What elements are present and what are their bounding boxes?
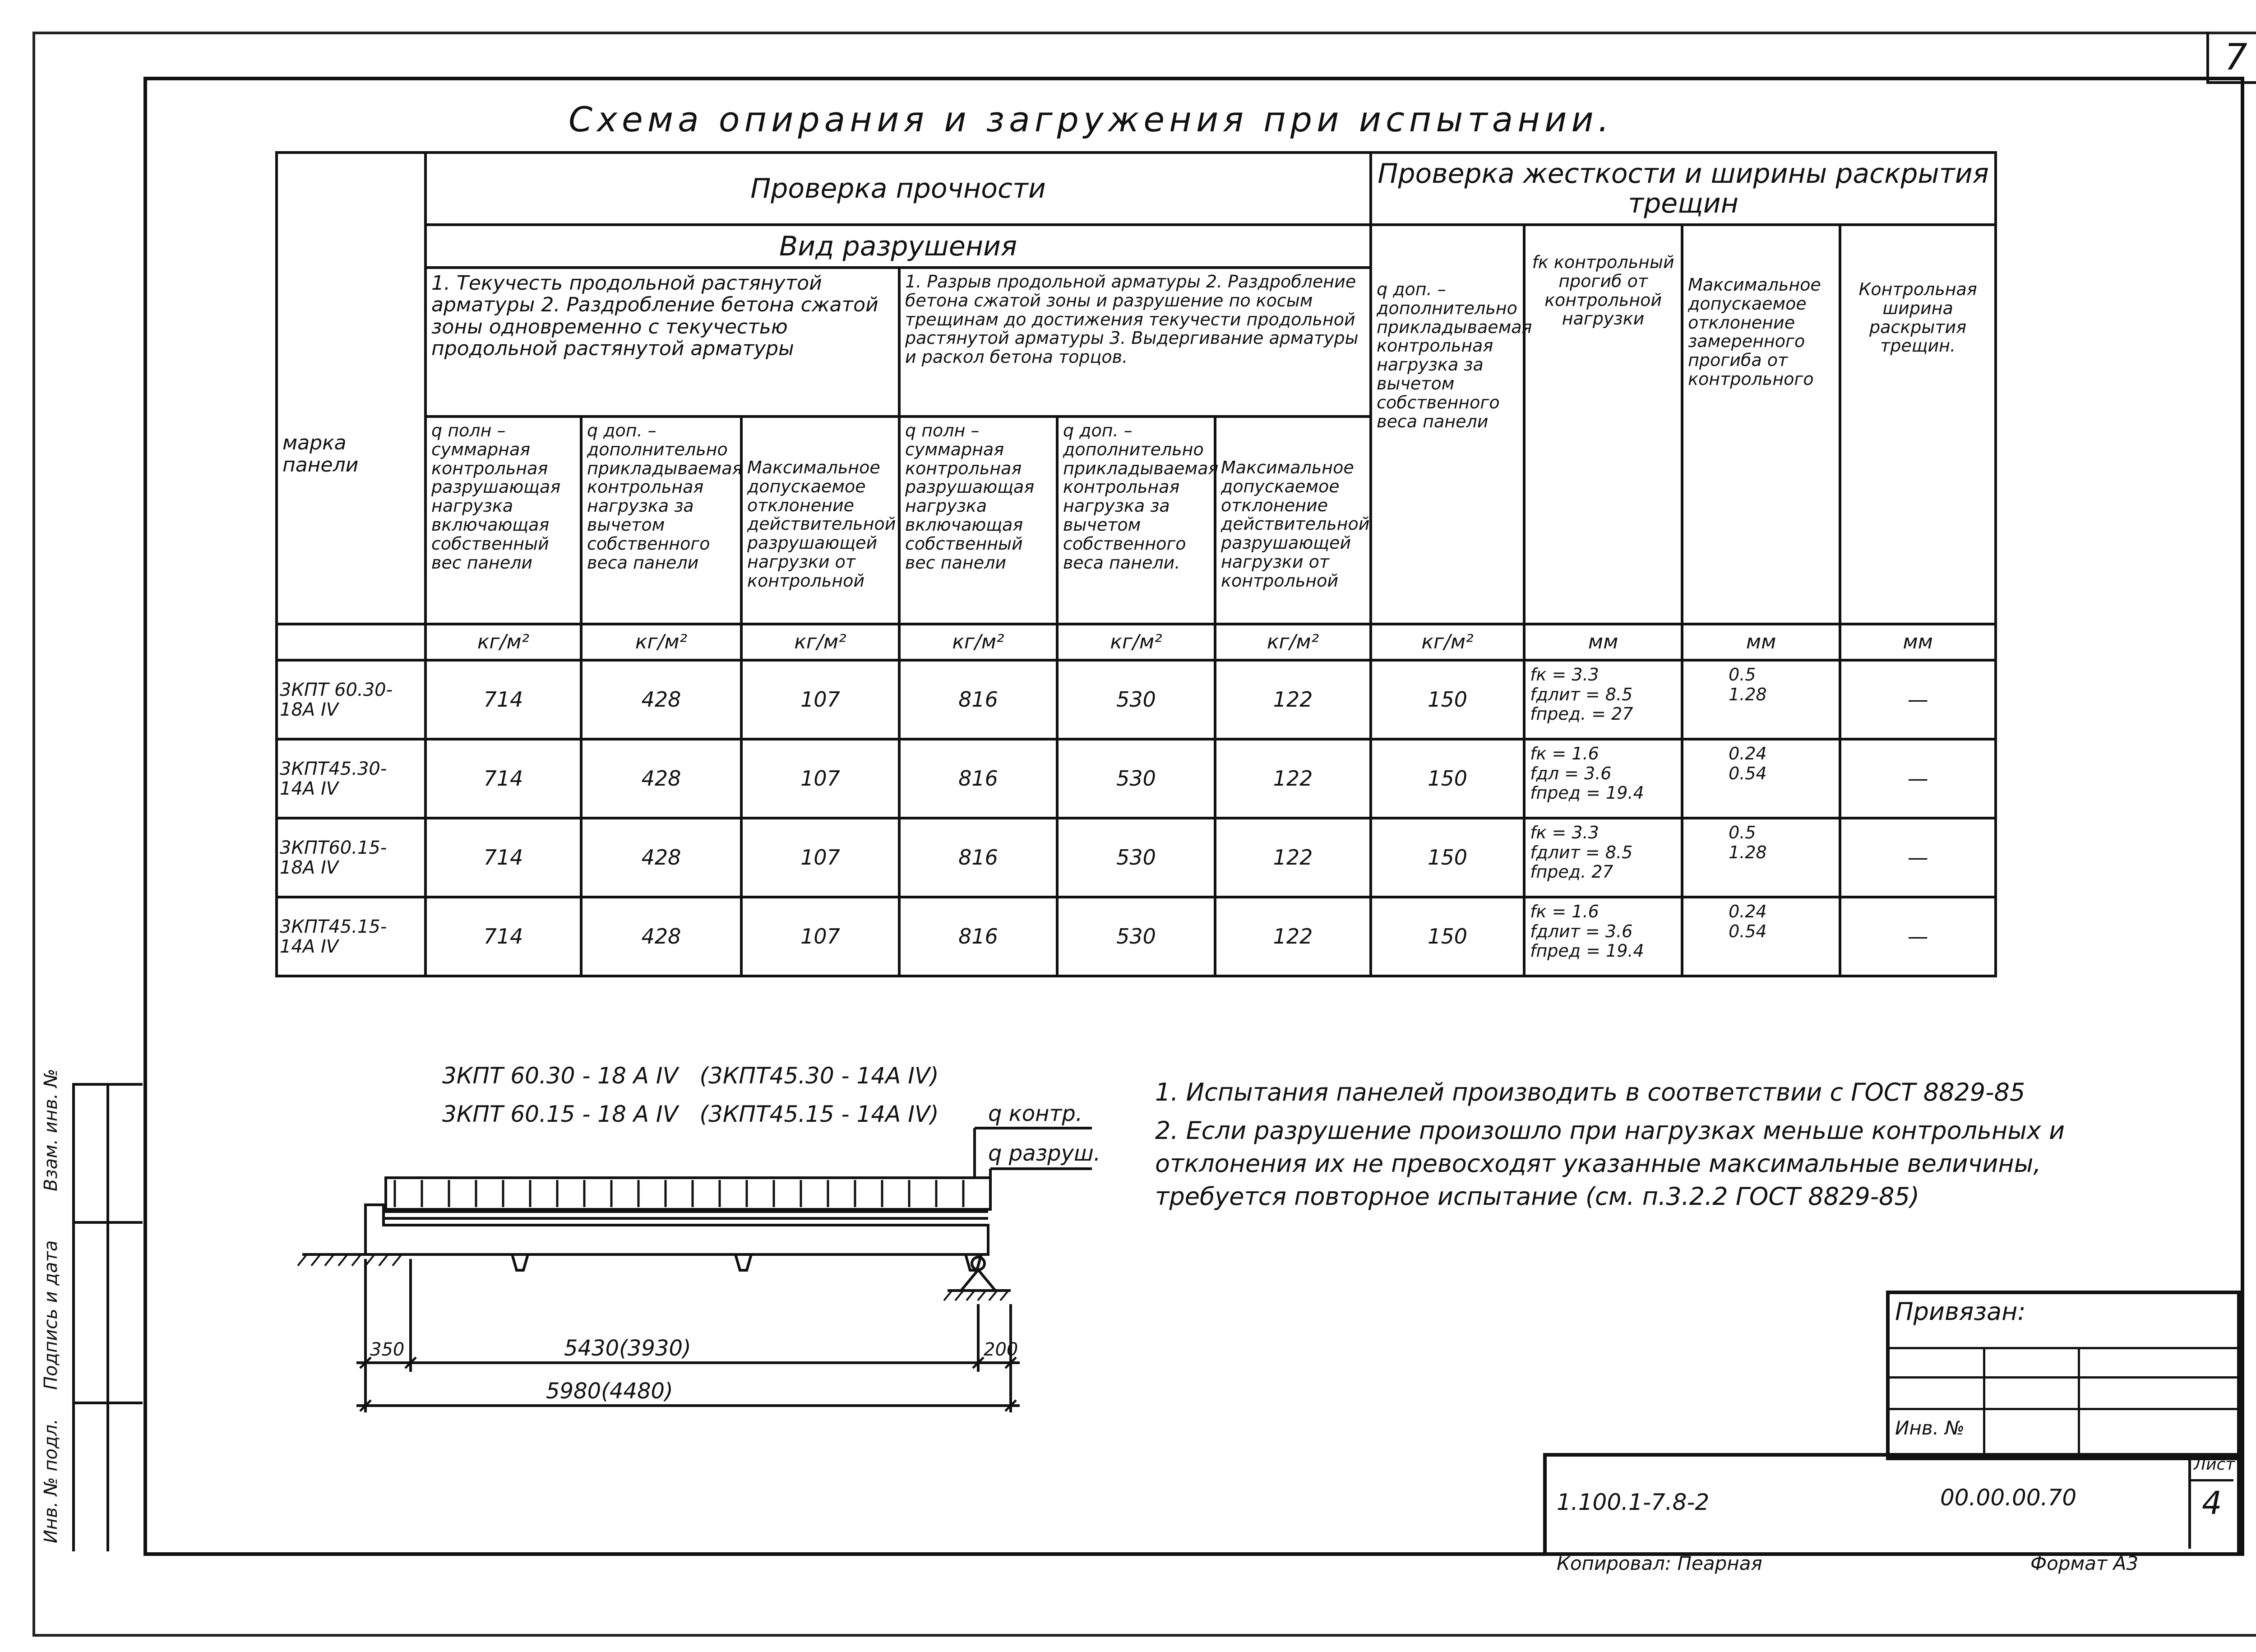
row-value: 150: [1371, 897, 1524, 976]
fk-line: fк = 1.6: [1530, 902, 1599, 921]
row-value: 530: [1057, 739, 1215, 818]
unit-cell: кг/м²: [581, 624, 741, 660]
dev-line: 0.24: [1729, 902, 1767, 921]
fk-line: fдл = 3.6: [1530, 763, 1612, 783]
dev-line: 1.28: [1729, 842, 1767, 862]
header-failure-type: Вид разрушения: [425, 225, 1371, 268]
fk-line: fк = 3.3: [1530, 665, 1599, 685]
row-value: 428: [581, 897, 741, 976]
failure-group-2: 1. Разрыв продольной арматуры 2. Раздробление бетона сжатой зоны и разрушение по косым трещинам до достижения текучести продольной растянутой арматуры 3. Выдергивание арматуры и раскол бетона торцов.: [899, 268, 1371, 416]
side-stamp-column: [72, 1083, 143, 1551]
binding-label: Привязан:: [1895, 1297, 2026, 1326]
row-mark: 3КПТ60.15-18А IV: [277, 818, 425, 897]
row-dev: [1682, 897, 1840, 976]
row-value: 816: [899, 739, 1057, 818]
header-q-full-2: q полн – суммарная контрольная разрушающая нагрузка включающая собственный вес панели: [899, 416, 1057, 624]
row-value: 150: [1371, 739, 1524, 818]
table-row: [277, 818, 1996, 897]
row-fk: [1524, 818, 1682, 897]
row-value: 122: [1215, 739, 1371, 818]
row-value: 428: [581, 818, 741, 897]
unit-cell: мм: [1524, 624, 1682, 660]
diagram-label-1: 3КПТ 60.30 - 18 А IV (3КПТ45.30 - 14А IV): [442, 1063, 939, 1089]
dev-line: 0.24: [1729, 744, 1767, 764]
document-number: 00.00.00.70: [1940, 1485, 2077, 1511]
sheet-number: 4: [2202, 1485, 2222, 1522]
row-mark: 3КПТ45.15-14А IV: [277, 897, 425, 976]
header-max-dev-2: Максимальное допускаемое отклонение действительной разрушающей нагрузки от контрольной: [1215, 416, 1371, 624]
page-title: Схема опирания и загружения при испытании.: [569, 99, 1613, 139]
header-q-full-1: q полн – суммарная контрольная разрушающая нагрузка включающая собственный вес панели: [425, 416, 581, 624]
row-value: 107: [741, 739, 899, 818]
row-value: 122: [1215, 818, 1371, 897]
side-stamp-signature: Подпись и дата: [41, 1240, 61, 1390]
row-value: 150: [1371, 660, 1524, 739]
dim-span: 5430(3930): [564, 1336, 691, 1361]
header-stiffness: Проверка жесткости и ширины раскрытия трещин: [1371, 153, 1996, 225]
q-control-label: q контр.: [988, 1101, 1083, 1126]
row-dev: [1682, 660, 1840, 739]
dev-line: 0.54: [1729, 763, 1767, 783]
copied-by: Копировал: Пеарная: [1557, 1552, 1762, 1574]
dev-line: 0.54: [1729, 921, 1767, 941]
dim-total: 5980(4480): [546, 1379, 673, 1404]
side-stamp-replace: Взам. инв. №: [41, 1069, 61, 1191]
row-value: 107: [741, 897, 899, 976]
note-1: 1. Испытания панелей производить в соответствии с ГОСТ 8829-85: [1155, 1078, 2025, 1106]
loading-scheme-diagram: [289, 1119, 1110, 1435]
header-strength: Проверка прочности: [425, 153, 1371, 225]
fk-line: fк = 1.6: [1530, 744, 1599, 764]
header-fk: fк контрольный прогиб от контрольной нагрузки: [1524, 225, 1682, 624]
row-value: 428: [581, 660, 741, 739]
row-crack: —: [1840, 818, 1996, 897]
dim-350: 350: [370, 1339, 405, 1360]
unit-cell: кг/м²: [741, 624, 899, 660]
row-value: 714: [425, 739, 581, 818]
fk-line: fпред = 19.4: [1530, 941, 1644, 961]
row-value: 530: [1057, 660, 1215, 739]
unit-cell: кг/м²: [1215, 624, 1371, 660]
row-value: 714: [425, 897, 581, 976]
row-value: 150: [1371, 818, 1524, 897]
row-value: 816: [899, 818, 1057, 897]
header-q-add-2: q доп. – дополнительно прикладываемая контрольная нагрузка за вычетом собственного веса панели.: [1057, 416, 1215, 624]
note-2: 2. Если разрушение произошло при нагрузках меньше контрольных и отклонения их не превосходят указанные максимальные величины, требуется повторное испытание (см. п.3.2.2 ГОСТ 8829-85): [1155, 1116, 2065, 1211]
row-crack: —: [1840, 660, 1996, 739]
paper-format: Формат А3: [2030, 1552, 2139, 1574]
row-value: 816: [899, 897, 1057, 976]
sheet-label: Лист: [2194, 1455, 2235, 1474]
row-value: 107: [741, 660, 899, 739]
fk-line: fпред. 27: [1530, 862, 1613, 882]
unit-cell: мм: [1682, 624, 1840, 660]
row-crack: —: [1840, 739, 1996, 818]
dev-line: 0.5: [1729, 823, 1756, 842]
row-value: 816: [899, 660, 1057, 739]
fk-line: fдлит = 3.6: [1530, 921, 1633, 941]
header-crack-width: Контрольная ширина раскрытия трещин.: [1840, 225, 1996, 624]
side-stamp-original: Инв. № подл.: [41, 1419, 61, 1543]
header-mark-panel: марка панели: [277, 153, 425, 624]
inv-label: Инв. №: [1895, 1417, 1965, 1439]
row-fk: [1524, 897, 1682, 976]
row-value: 530: [1057, 818, 1215, 897]
row-value: 530: [1057, 897, 1215, 976]
test-table: [275, 151, 1997, 977]
table-row: [277, 897, 1996, 976]
unit-cell: кг/м²: [899, 624, 1057, 660]
fk-line: fдлит = 8.5: [1530, 684, 1633, 704]
row-dev: [1682, 739, 1840, 818]
row-value: 714: [425, 818, 581, 897]
page-number: 7: [2224, 36, 2247, 78]
fk-line: fк = 3.3: [1530, 823, 1599, 842]
fk-line: fдлит = 8.5: [1530, 842, 1633, 862]
failure-group-1: 1. Текучесть продольной растянутой арматуры 2. Раздробление бетона сжатой зоны одновременно с текучестью продольной растянутой арматуры: [425, 268, 899, 416]
row-crack: —: [1840, 897, 1996, 976]
unit-cell: мм: [1840, 624, 1996, 660]
row-value: 714: [425, 660, 581, 739]
row-value: 107: [741, 818, 899, 897]
unit-cell: кг/м²: [1371, 624, 1524, 660]
row-dev: [1682, 818, 1840, 897]
row-fk: [1524, 739, 1682, 818]
row-mark: 3КПТ 60.30-18А IV: [277, 660, 425, 739]
q-failure-label: q разруш.: [988, 1141, 1101, 1166]
fk-line: fпред = 19.4: [1530, 783, 1644, 803]
unit-cell: кг/м²: [1057, 624, 1215, 660]
dev-line: 1.28: [1729, 684, 1767, 704]
dim-200: 200: [984, 1339, 1018, 1360]
row-value: 122: [1215, 897, 1371, 976]
header-max-deflection: Максимальное допускаемое отклонение замеренного прогиба от контрольного: [1682, 225, 1840, 624]
row-mark: 3КПТ45.30-14А IV: [277, 739, 425, 818]
row-value: 122: [1215, 660, 1371, 739]
header-max-dev-1: Максимальное допускаемое отклонение действительной разрушающей нагрузки от контрольной: [741, 416, 899, 624]
dev-line: 0.5: [1729, 665, 1756, 685]
row-fk: [1524, 660, 1682, 739]
table-row: [277, 739, 1996, 818]
header-q-add-stiffness: q доп. – дополнительно прикладываемая контрольная нагрузка за вычетом собственного веса панели: [1371, 225, 1524, 624]
fk-line: fпред. = 27: [1530, 704, 1633, 724]
row-value: 428: [581, 739, 741, 818]
document-code: 1.100.1-7.8-2: [1557, 1489, 1710, 1515]
header-q-add-1: q доп. – дополнительно прикладываемая контрольная нагрузка за вычетом собственного веса панели: [581, 416, 741, 624]
unit-cell: кг/м²: [425, 624, 581, 660]
diagram-label-2: 3КПТ 60.15 - 18 А IV (3КПТ45.15 - 14А IV): [442, 1101, 939, 1127]
table-row: [277, 660, 1996, 739]
unit-empty: [277, 624, 425, 660]
